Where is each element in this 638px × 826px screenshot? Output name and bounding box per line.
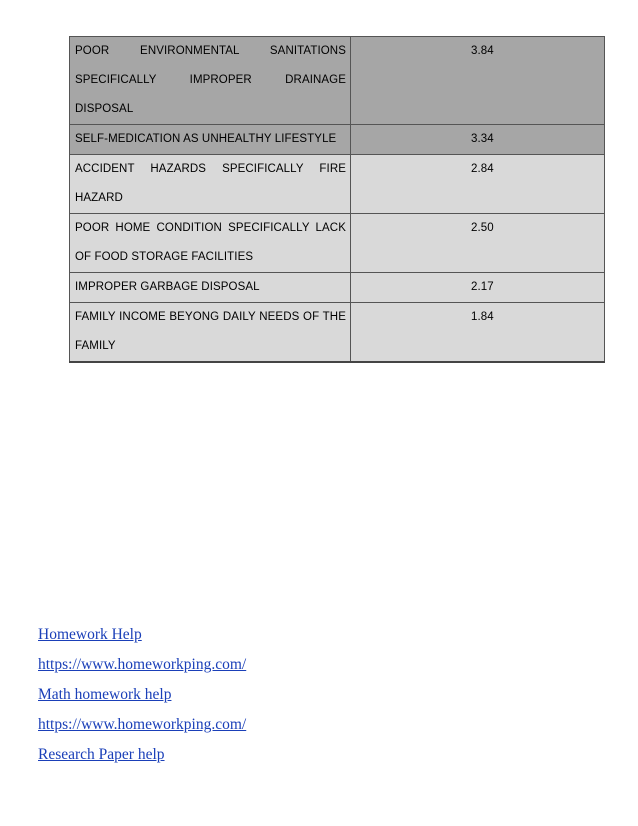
- row-label-cell: [70, 125, 351, 155]
- row-value-cell: [351, 155, 605, 214]
- table-row: [70, 214, 605, 273]
- row-value: 2.50: [471, 222, 494, 234]
- table-row: [70, 303, 605, 363]
- row-value: 2.84: [471, 163, 494, 175]
- row-label: POOR ENVIRONMENTAL SANITATIONS SPECIFICALLY IMPROPER DRAINAGE DISPOSAL: [75, 45, 346, 115]
- row-value-cell: [351, 125, 605, 155]
- row-value-cell: [351, 273, 605, 303]
- row-label-cell: [70, 155, 351, 214]
- table-row: [70, 155, 605, 214]
- row-label: FAMILY INCOME BEYONG DAILY NEEDS OF THE FAMILY: [75, 311, 346, 352]
- row-label-cell: [70, 214, 351, 273]
- row-value: 3.84: [471, 45, 494, 57]
- row-label: IMPROPER GARBAGE DISPOSAL: [75, 281, 260, 293]
- row-value: 2.17: [471, 281, 494, 293]
- link-homeworkping-url-2[interactable]: https://www.homeworkping.com/: [38, 716, 247, 733]
- link-research-paper-help[interactable]: Research Paper help: [38, 746, 165, 763]
- table-row: [70, 37, 605, 125]
- link-homework-help[interactable]: Homework Help: [38, 626, 142, 643]
- links-section: [38, 620, 246, 770]
- row-label: ACCIDENT HAZARDS SPECIFICALLY FIRE HAZARD: [75, 163, 346, 204]
- data-table: [69, 36, 605, 363]
- table-body: [70, 37, 605, 363]
- table-row: [70, 125, 605, 155]
- row-label: SELF-MEDICATION AS UNHEALTHY LIFESTYLE: [75, 133, 337, 145]
- row-value-cell: [351, 37, 605, 125]
- row-label-cell: [70, 303, 351, 363]
- row-label-cell: [70, 273, 351, 303]
- row-value: 3.34: [471, 133, 494, 145]
- row-label: POOR HOME CONDITION SPECIFICALLY LACK OF FOOD STORAGE FACILITIES: [75, 222, 346, 263]
- link-math-homework-help[interactable]: Math homework help: [38, 686, 172, 703]
- row-value-cell: [351, 214, 605, 273]
- table-row: [70, 273, 605, 303]
- row-value-cell: [351, 303, 605, 363]
- row-value: 1.84: [471, 311, 494, 323]
- row-label-cell: [70, 37, 351, 125]
- link-homeworkping-url-1[interactable]: https://www.homeworkping.com/: [38, 656, 247, 673]
